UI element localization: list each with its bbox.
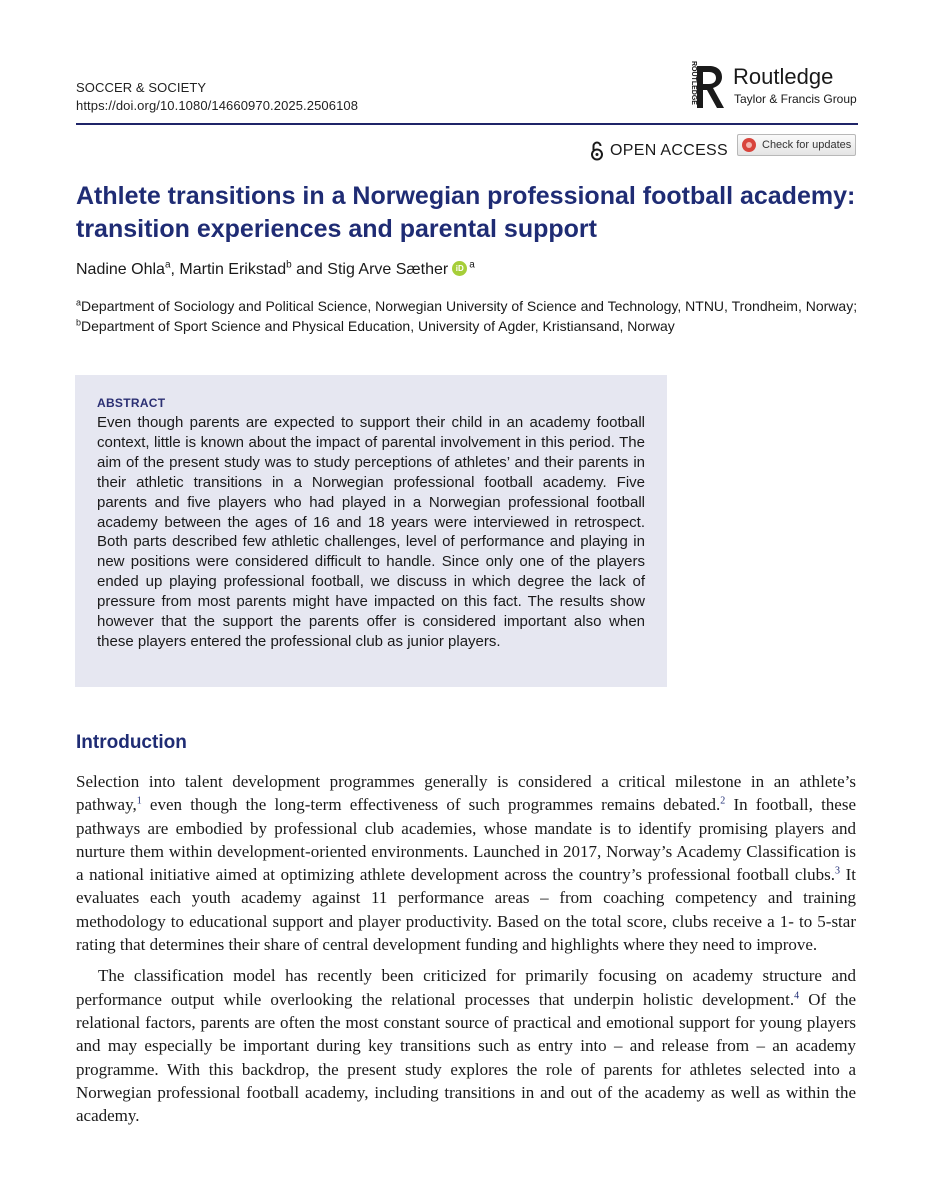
author-separator: and [291, 261, 328, 278]
sentence: Selection into talent development programmes generally is considered a critical milestone in an athlete’s pathway, [76, 772, 856, 815]
article-title: Athlete transitions in a Norwegian professional football academy: transition experiences and parental support [76, 182, 856, 243]
affiliation-marker: a [76, 297, 82, 308]
affiliation-text: Department of Sport Science and Physical Education, University of Agder, Kristiansand, Norway [81, 318, 675, 334]
publisher-name: Routledge [733, 64, 834, 89]
paragraph [76, 770, 856, 956]
affiliation-marker: b [76, 317, 82, 328]
sentence: It evaluates each youth academy against 11 performance areas – from coaching competency and training methodology to educational support and player productivity. Based on the total score, clubs receive a 1- to 5-star rating that determines their share of central development funding and highlights where they need to improve. [76, 865, 857, 955]
journal-header [76, 79, 358, 115]
author-name[interactable]: Martin Erikstad [179, 261, 287, 278]
reference-link[interactable]: 4 [794, 990, 800, 1002]
reference-link[interactable]: 3 [835, 865, 840, 877]
author-affiliation-marker: a [469, 259, 475, 271]
sentence: even though the long-term effectiveness of such programmes remains debated. [141, 795, 721, 815]
open-lock-icon [590, 141, 604, 161]
orcid-icon[interactable]: iD [452, 261, 467, 276]
author-list [76, 259, 475, 281]
publisher-logo[interactable] [683, 60, 873, 110]
journal-name: SOCCER & SOCIETY [76, 80, 207, 95]
header-rule [76, 123, 858, 125]
publisher-subtitle: Taylor & Francis Group [734, 92, 857, 106]
abstract-heading: ABSTRACT [97, 396, 166, 410]
author-separator: , [170, 261, 180, 278]
sentence: In football, these pathways are embodied by professional club academies, whose mandate is to identify promising players and nurture them within development-oriented environments. Launched in 2017, Norway’s Academy Classification is a national initiative aimed at optimizing athlete development across the country’s professional football clubs. [76, 795, 857, 885]
author-affiliation-marker: b [286, 259, 292, 271]
reference-link[interactable]: 1 [136, 795, 142, 807]
affiliation-text: Department of Sociology and Political Science, Norwegian University of Science and Technology, NTNU, Trondheim, Norway; [81, 298, 858, 314]
check-for-updates-label: Check for updates [762, 139, 852, 151]
reference-link[interactable]: 2 [720, 795, 726, 807]
doi-link[interactable]: https://doi.org/10.1080/14660970.2025.2506108 [76, 98, 359, 113]
author-name[interactable]: Nadine Ohla [76, 261, 165, 278]
sentence: Of the relational factors, parents are often the most constant source of practical and emotional support for young players and may especially be important during key transitions such as entry into – and release from – an academy programme. With this backdrop, the present study explores the role of parents for athletes selected into a Norwegian professional football academy, including transitions in and out of the academy as well as within the academy. [76, 989, 856, 1126]
routledge-logo-icon [683, 60, 727, 110]
publisher-mark-text: ROUTLEDGE [690, 61, 697, 105]
abstract-box [75, 375, 667, 687]
open-access-badge [590, 140, 728, 162]
author-affiliation-marker: a [164, 259, 171, 271]
check-for-updates-button[interactable] [737, 134, 856, 156]
paragraph [76, 964, 856, 1127]
open-access-label: OPEN ACCESS [610, 142, 729, 159]
abstract-text: Even though parents are expected to support their child in an academy football context, little is known about the impact of parental involvement in this period. The aim of the present study was to study perceptions of athletes’ and their parents in their athletic transitions in a Norwegian professional football academy. Five parents and five players who had played in a Norwegian professional football academy between the ages of 16 and 18 years were interviewed in retrospect. Both parts described few athletic challenges, level of performance and playing in new positions were considered difficult to handle. Since only one of the players ended up playing professional football, we discuss in which degree the lack of pressure from most parents might have impacted on this fact. The results show however that the support the parents offer is considered important also when these players entered the professional club as junior players. [97, 414, 645, 650]
crossmark-icon [742, 138, 756, 152]
sentence: The classification model has recently been criticized for primarily focusing on academy structure and performance output while overlooking the relational processes that underpin holistic development. [76, 966, 856, 1009]
body-text [76, 770, 856, 1127]
section-heading-introduction: Introduction [76, 732, 187, 753]
affiliations [76, 296, 866, 336]
author-name[interactable]: Stig Arve Sæther [327, 261, 449, 278]
